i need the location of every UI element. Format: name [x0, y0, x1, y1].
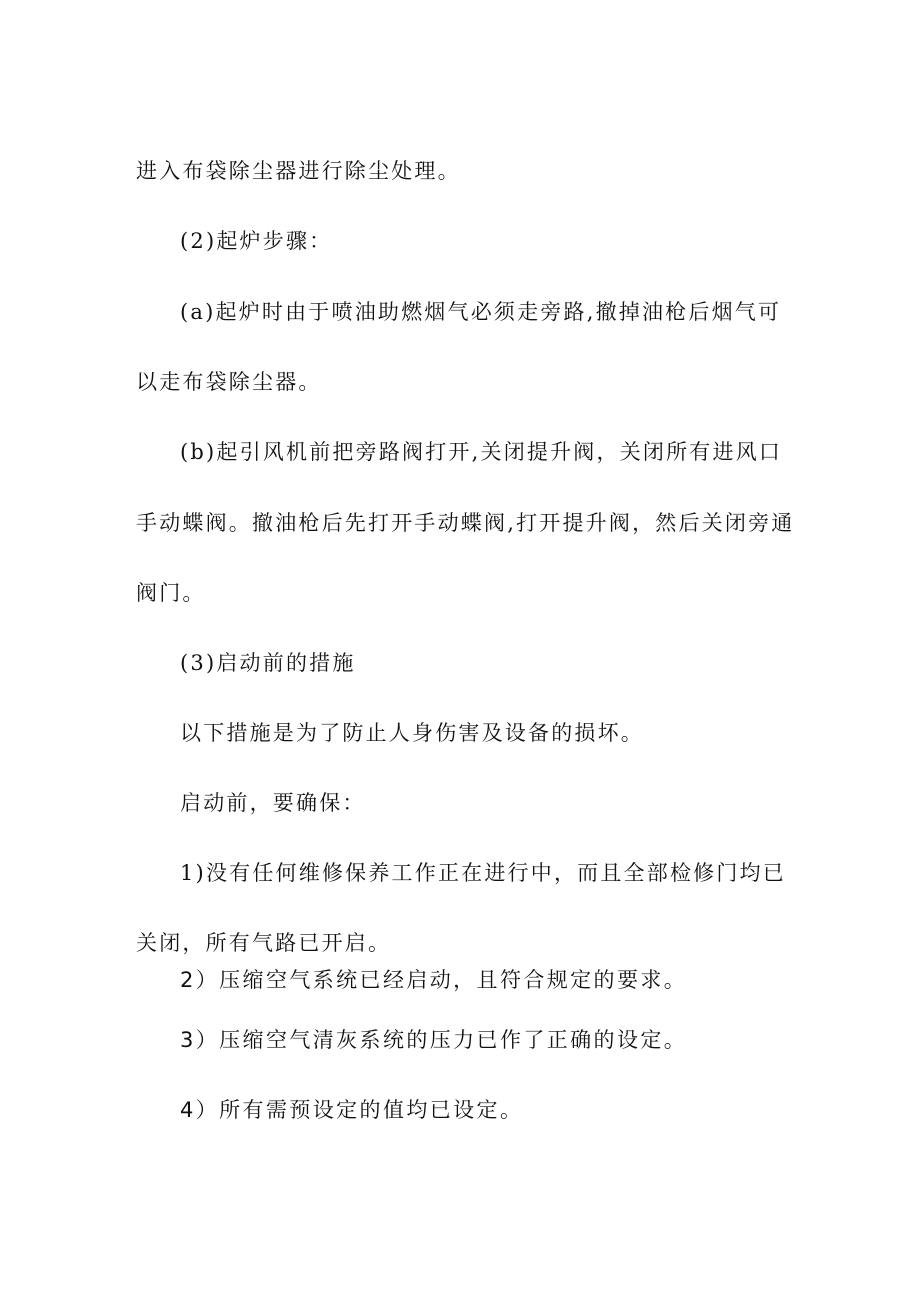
paragraph-line: 以下措施是为了防止人身伤害及设备的损坏。 [180, 721, 644, 745]
list-item-3: 3）压缩空气清灰系统的压力已作了正确的设定。 [180, 1028, 688, 1052]
section-heading-3: (3)启动前的措施 [180, 651, 356, 675]
paragraph-line: 阀门。 [136, 581, 206, 605]
list-item-4: 4）所有需预设定的值均已设定。 [180, 1098, 524, 1122]
section-heading-2: (2)起炉步骤： [180, 229, 333, 253]
paragraph-line: (b)起引风机前把旁路阀打开,关闭提升阀，关闭所有进风口 [180, 440, 783, 464]
list-item-1: 1)没有任何维修保养工作正在进行中，而且全部检修门均已 [180, 861, 786, 885]
paragraph-line: 进入布袋除尘器进行除尘处理。 [136, 159, 461, 183]
paragraph-line: 手动蝶阀。撤油枪后先打开手动蝶阀,打开提升阀，然后关闭旁通 [136, 511, 795, 535]
paragraph-line: 启动前，要确保： [180, 791, 366, 815]
paragraph-line: 以走布袋除尘器。 [136, 370, 322, 394]
list-item-2: 2）压缩空气系统已经启动，且符合规定的要求。 [180, 968, 688, 992]
paragraph-line: 关闭，所有气路已开启。 [136, 931, 392, 955]
paragraph-line: (a)起炉时由于喷油助燃烟气必须走旁路,撤掉油枪后烟气可 [180, 300, 782, 324]
